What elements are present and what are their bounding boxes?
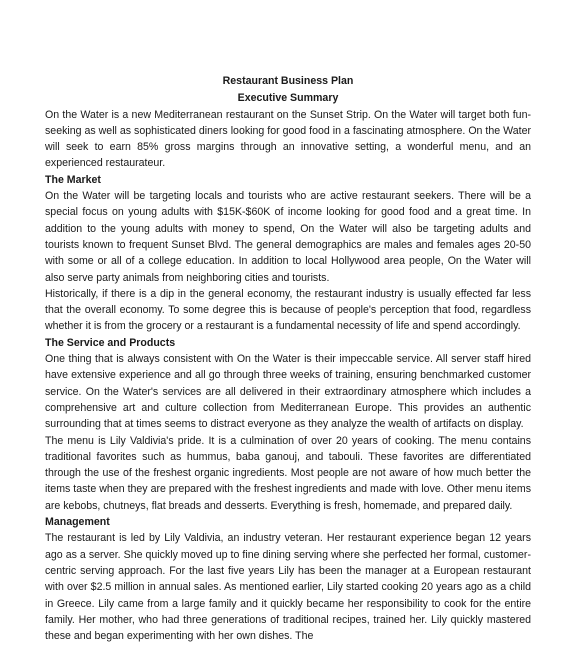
paragraph: The menu is Lily Valdivia's pride. It is a culmination of over 20 years of cooking. The menu contains traditional favorites such as hummus, baba ganouj, and tabouli. These favorites are differentiated through the use of the freshest organic ingredients. Most people are not aware of how much better the items taste when they are prepared with the freshest ingredients and made with love. Other menu items are kebobs, chutneys, flat breads and desserts. Everything is fresh, homemade, and prepared daily. [45,434,531,512]
document-body [45,73,531,644]
paragraph: On the Water will be targeting locals and tourists who are active restaurant seekers. There will be a special focus on young adults with $15K-$60K of income looking for good food and a great time. In addition to the young adults with money to spend, On the Water will also be targeting adults and tourists known to frequent Sunset Blvd. The general demographics are males and females ages 20-50 with some or all of a college education. In addition to local Hollywood area people, On the Water will also serve party animals from neighboring cities and tourists. [45,190,531,284]
section-intro [45,107,531,172]
section-heading: The Market [45,173,101,186]
document-subtitle: Executive Summary [237,92,339,105]
section-heading: Management [45,516,110,529]
document-title: Restaurant Business Plan [222,75,354,87]
paragraph: The restaurant is led by Lily Valdivia, an industry veteran. Her restaurant experience began 12 years ago as a server. She quickly moved up to fine dining serving where she perfected her formal, customer-centric serving approach. For the last five years Lily has been the manager at a European restaurant with over $2.5 million in annual sales. As mentioned earlier, Lily started cooking 20 years ago as a child in Greece. Lily came from a large family and it quickly became her responsibility to cook for the entire family. Her mother, who had three generations of traditional recipes, trained her. Lily quickly mastered these and began experimenting with her own dishes. The [45,532,531,643]
paragraph: One thing that is always consistent with On the Water is their impeccable service. All server staff hired have extensive experience and all go through three weeks of training, ensuring benchmarked customer service. On the Water's services are all delivered in their extraordinary atmosphere which includes a comprehensive art and culture collection from Mediterranean Europe. This provides an authentic surrounding that at times seems to distract everyone as they analyze the wealth of artifacts on display. [45,353,531,431]
section-the-market [45,172,531,335]
section-heading: The Service and Products [45,336,176,349]
paragraph: Historically, if there is a dip in the general economy, the restaurant industry is usually effected far less that the overall economy. To some degree this is because of people's perception that food, regardless whether it is from the grocery or a restaurant is a fundamental necessity of life and spend accordingly. [45,287,531,333]
paragraph: On the Water is a new Mediterranean restaurant on the Sunset Strip. On the Water will target both fun-seeking as well as sophisticated diners looking for good food in a fascinating atmosphere. On the Water will seek to earn 85% gross margins through an innovative setting, a wonderful menu, and an experienced restaurateur. [45,108,531,170]
section-service-and-products [45,335,531,514]
section-management [45,514,531,644]
